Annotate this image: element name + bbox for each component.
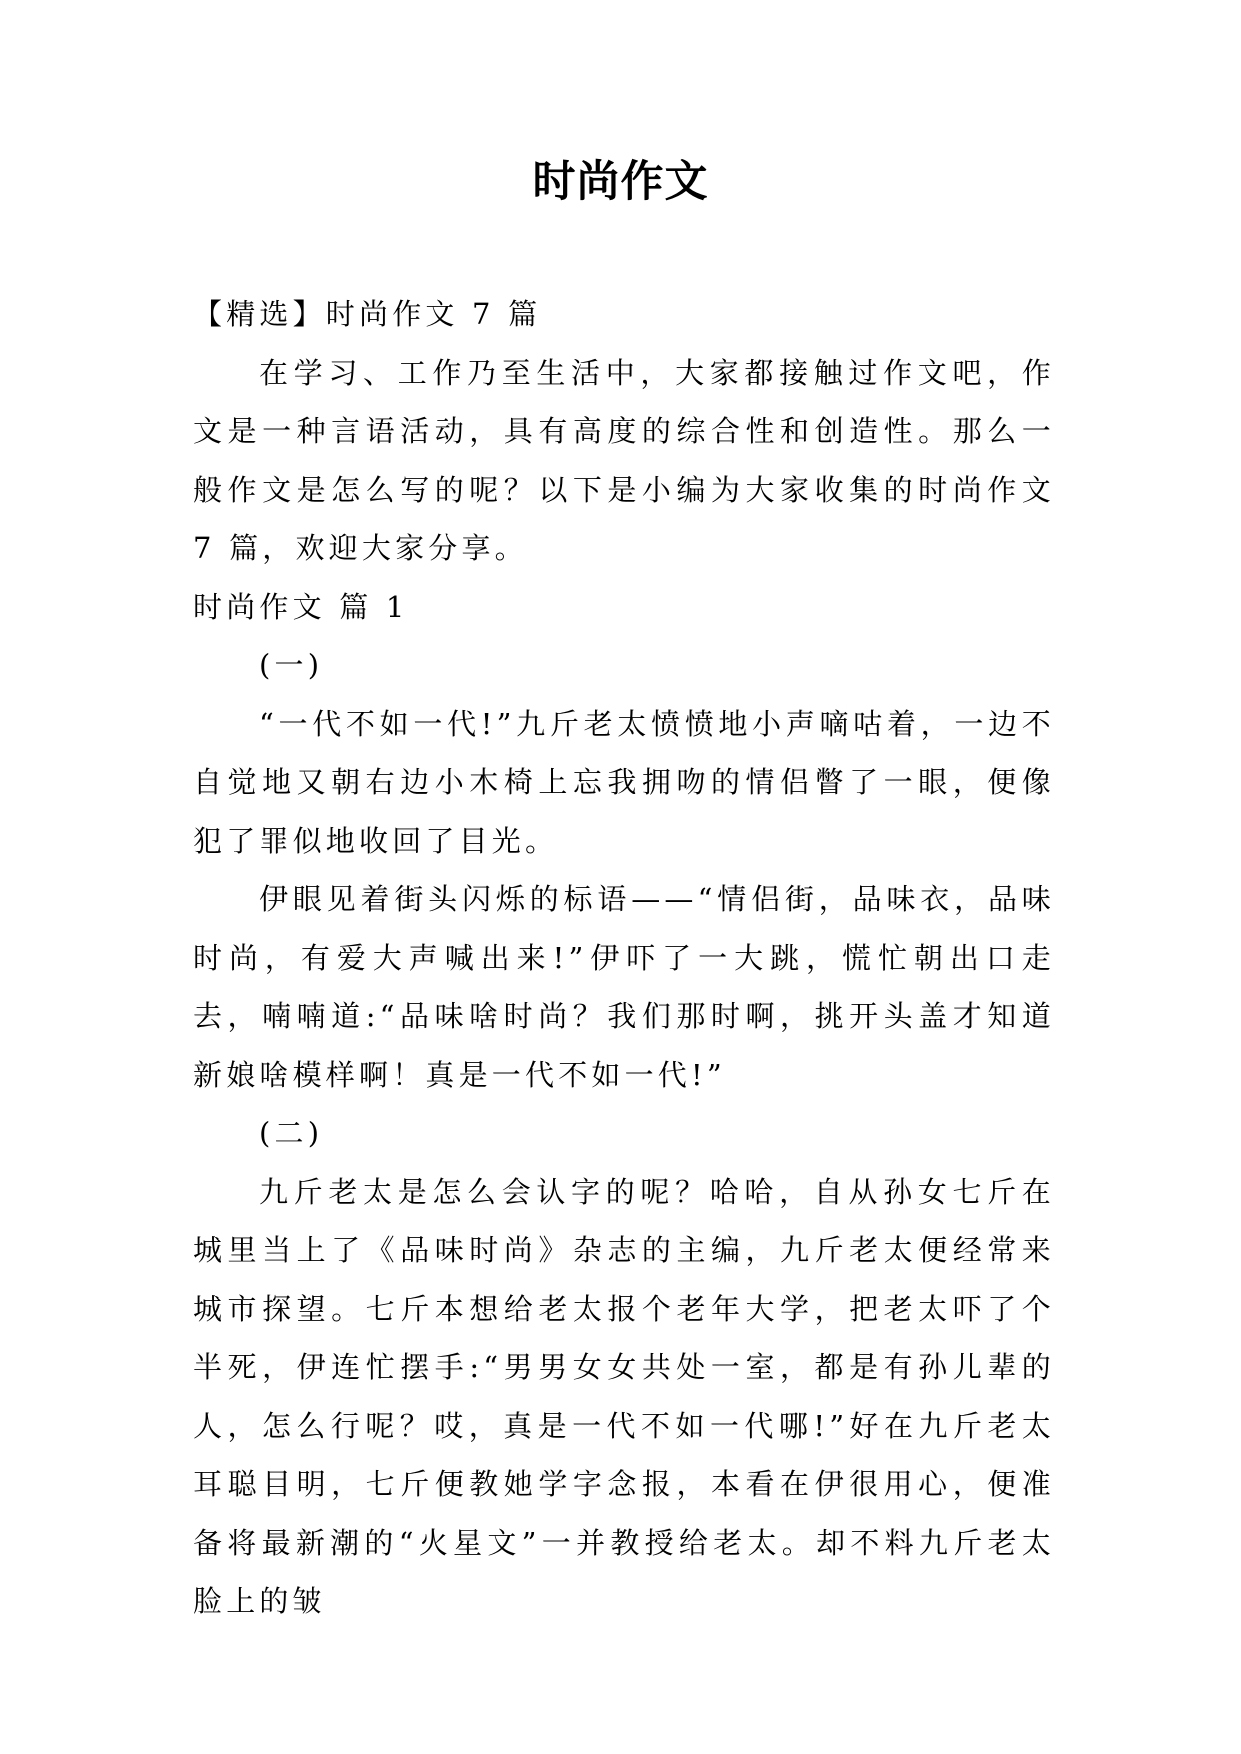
body-paragraph: 九斤老太是怎么会认字的呢？哈哈，自从孙女七斤在城里当上了《品味时尚》杂志的主编，九斤老太便经常来城市探望。七斤本想给老太报个老年大学，把老太吓了个半死，伊连忙摆手:“男男女女共处一室，都是有孙儿辈的人，怎么行呢？哎，真是一代不如一代哪!”好在九斤老太耳聪目明，七斤便教她学字念报，本看在伊很用心，便准备将最新潮的“火星文”一并教授给老太。却不料九斤老太脸上的皱: [193, 1174, 1055, 1618]
lead-line: 【精选】时尚作文 7 篇: [193, 297, 542, 331]
part-marker: (二): [259, 1116, 324, 1150]
document-title: 时尚作文: [532, 157, 709, 207]
intro-paragraph: 在学习、工作乃至生活中，大家都接触过作文吧，作文是一种言语活动，具有高度的综合性和创造性。那么一般作文是怎么写的呢？以下是小编为大家收集的时尚作文 7 篇，欢迎大家分享。: [193, 355, 1055, 565]
section-heading: 时尚作文 篇 1: [193, 589, 409, 624]
body-paragraph: 伊眼见着街头闪烁的标语——“情侣街，品味衣，品味时尚，有爱大声喊出来!”伊吓了一大跳，慌忙朝出口走去，喃喃道:“品味啥时尚？我们那时啊，挑开头盖才知道新娘啥模样啊！真是一代不如一代!”: [193, 882, 1055, 1092]
part-marker: (一): [259, 648, 324, 682]
body-paragraph: “一代不如一代!”九斤老太愤愤地小声嘀咕着，一边不自觉地又朝右边小木椅上忘我拥吻的情侣瞥了一眼，便像犯了罪似地收回了目光。: [193, 706, 1055, 858]
document-body: [193, 285, 1055, 1631]
